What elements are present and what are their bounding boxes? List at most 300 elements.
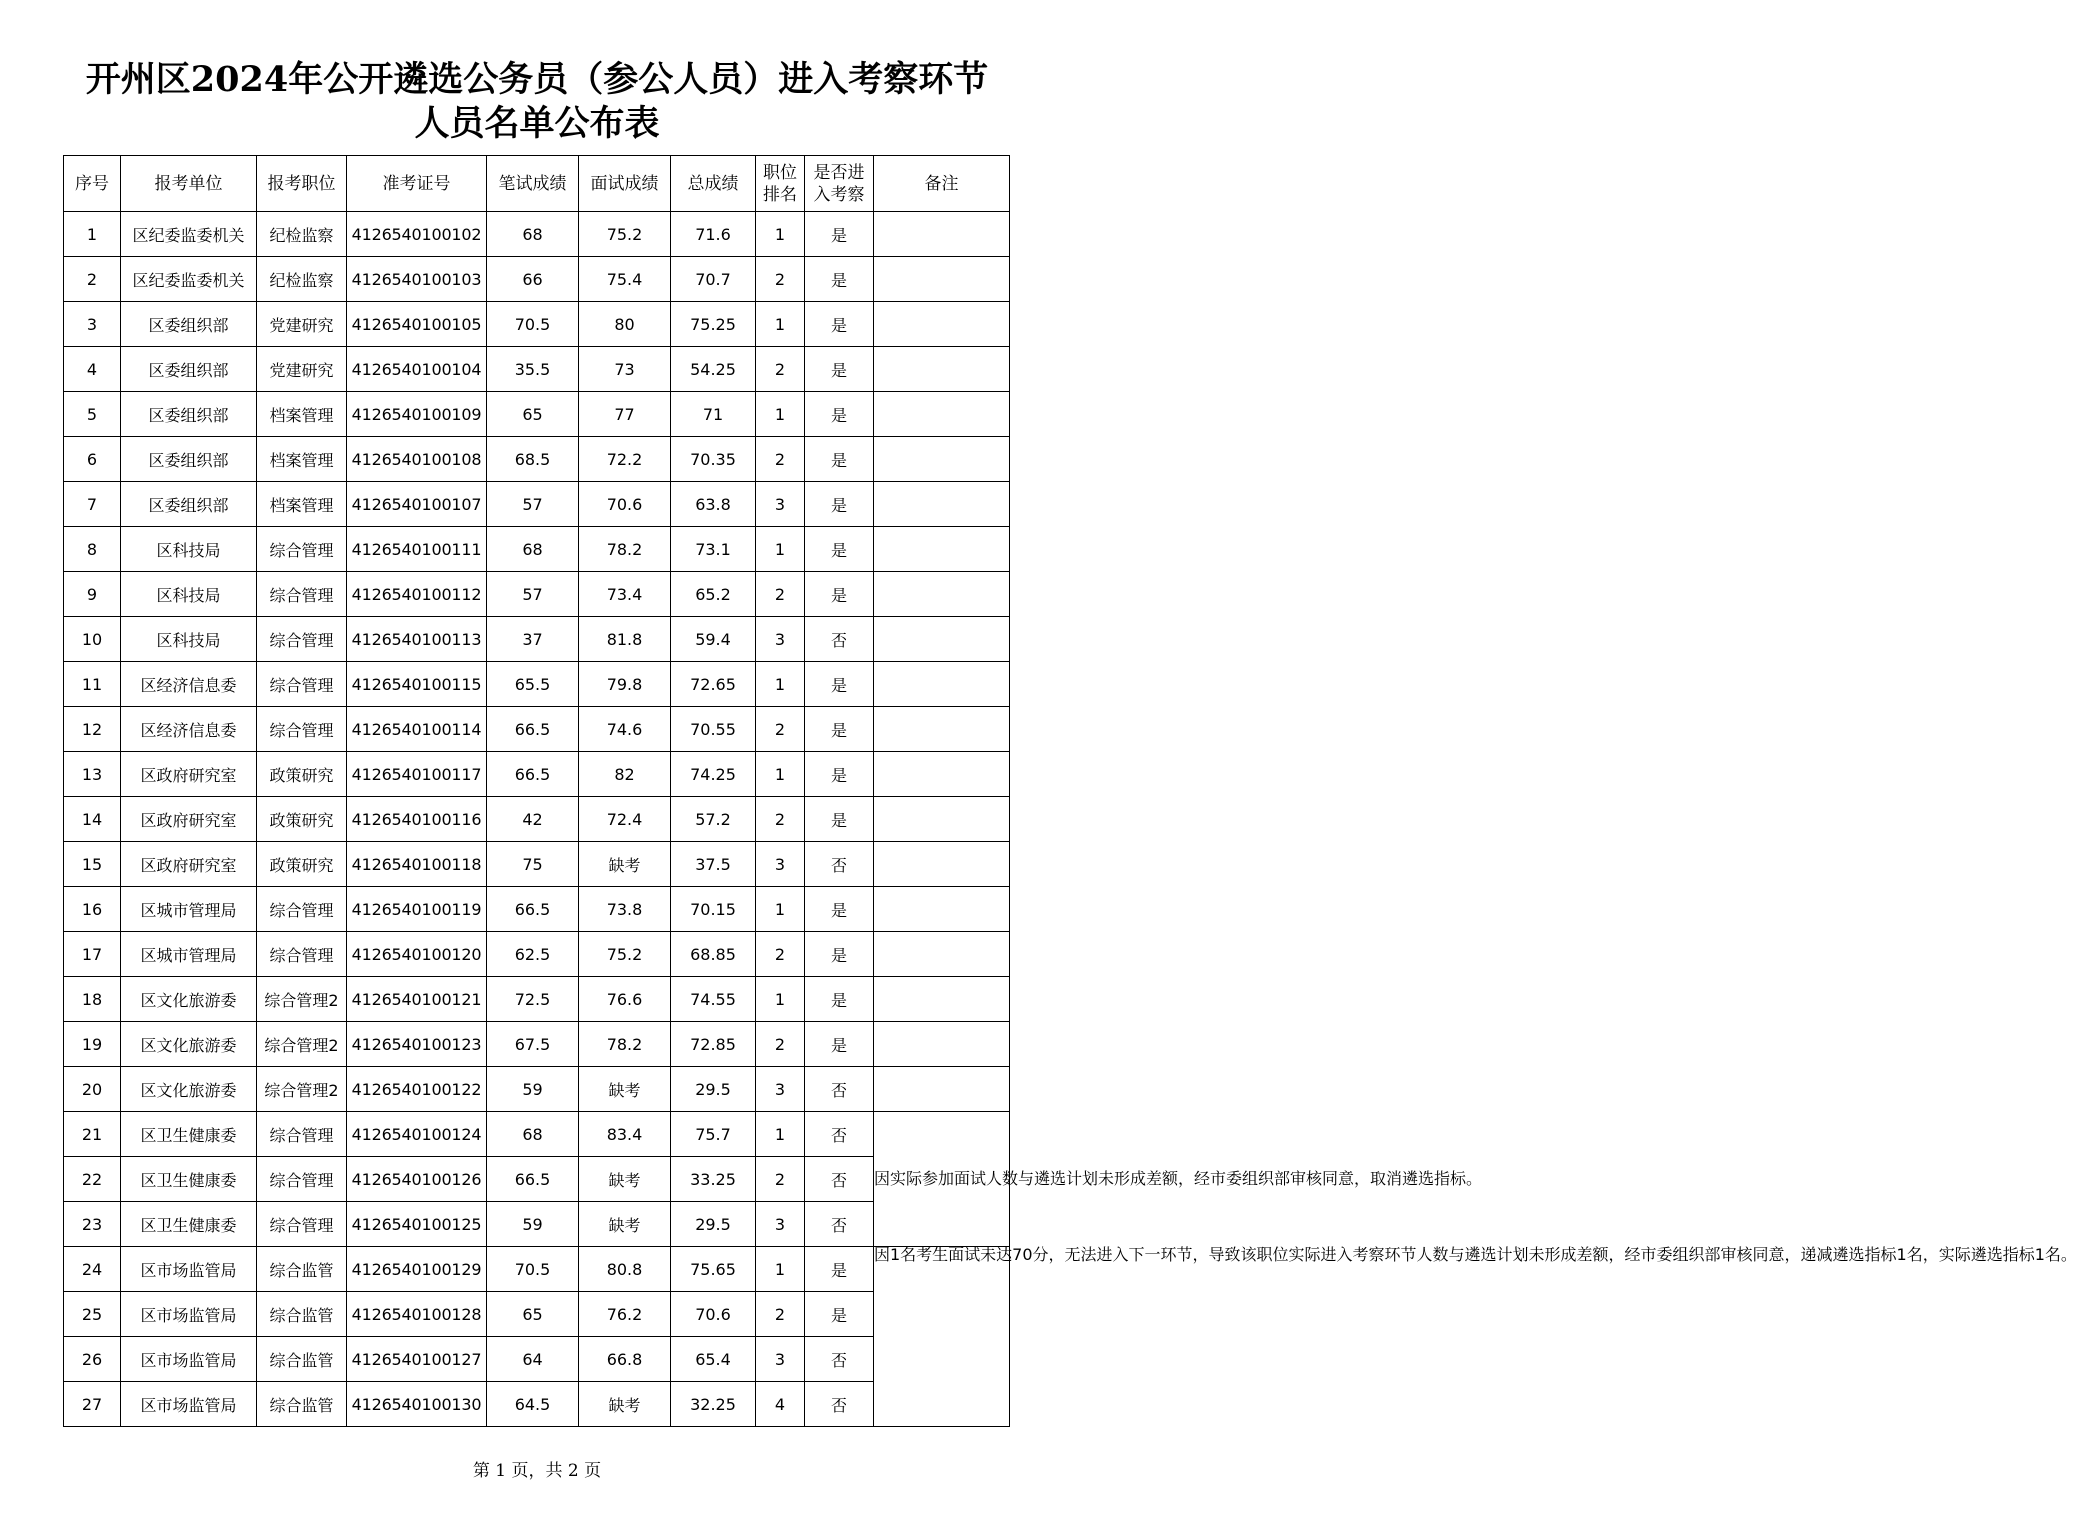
cell-advance: 是	[805, 347, 874, 392]
cell-position: 综合管理	[257, 1202, 347, 1247]
table-row	[64, 1337, 1010, 1382]
cell-rank: 1	[756, 1247, 805, 1292]
cell-advance: 是	[805, 1247, 874, 1292]
header-total: 总成绩	[671, 156, 756, 212]
cell-ticket: 4126540100128	[347, 1292, 487, 1337]
header-row	[64, 156, 1010, 212]
cell-seq: 5	[64, 392, 121, 437]
table-row	[64, 257, 1010, 302]
cell-remark-empty	[874, 932, 1010, 977]
cell-remark-empty	[874, 572, 1010, 617]
cell-remark-empty	[874, 527, 1010, 572]
cell-interview: 80.8	[579, 1247, 671, 1292]
cell-seq: 9	[64, 572, 121, 617]
cell-interview: 78.2	[579, 527, 671, 572]
cell-seq: 22	[64, 1157, 121, 1202]
table-row	[64, 932, 1010, 977]
cell-written: 68	[487, 527, 579, 572]
cell-unit: 区科技局	[121, 617, 257, 662]
cell-seq: 23	[64, 1202, 121, 1247]
cell-unit: 区纪委监委机关	[121, 212, 257, 257]
table-row	[64, 617, 1010, 662]
cell-unit: 区经济信息委	[121, 662, 257, 707]
cell-ticket: 4126540100107	[347, 482, 487, 527]
table-row	[64, 527, 1010, 572]
cell-interview: 76.2	[579, 1292, 671, 1337]
cell-rank: 2	[756, 1022, 805, 1067]
cell-total: 75.65	[671, 1247, 756, 1292]
cell-advance: 是	[805, 302, 874, 347]
cell-rank: 2	[756, 707, 805, 752]
cell-advance: 是	[805, 527, 874, 572]
cell-seq: 20	[64, 1067, 121, 1112]
cell-seq: 19	[64, 1022, 121, 1067]
cell-position: 政策研究	[257, 797, 347, 842]
cell-ticket: 4126540100123	[347, 1022, 487, 1067]
header-ticket: 准考证号	[347, 156, 487, 212]
cell-total: 72.65	[671, 662, 756, 707]
cell-remark-empty	[874, 302, 1010, 347]
cell-seq: 17	[64, 932, 121, 977]
table-row	[64, 212, 1010, 257]
cell-interview: 77	[579, 392, 671, 437]
cell-remark-empty	[874, 662, 1010, 707]
cell-total: 71	[671, 392, 756, 437]
cell-remark-empty	[874, 797, 1010, 842]
cell-interview: 缺考	[579, 1157, 671, 1202]
cell-ticket: 4126540100117	[347, 752, 487, 797]
cell-rank: 3	[756, 1202, 805, 1247]
cell-total: 29.5	[671, 1202, 756, 1247]
table-row	[64, 1157, 1010, 1202]
cell-advance: 否	[805, 1382, 874, 1427]
cell-position: 综合管理2	[257, 977, 347, 1022]
cell-written: 66.5	[487, 1157, 579, 1202]
cell-interview: 缺考	[579, 842, 671, 887]
cell-interview: 74.6	[579, 707, 671, 752]
cell-unit: 区卫生健康委	[121, 1157, 257, 1202]
cell-written: 65.5	[487, 662, 579, 707]
cell-unit: 区城市管理局	[121, 932, 257, 977]
cell-rank: 1	[756, 302, 805, 347]
cell-position: 综合管理	[257, 617, 347, 662]
cell-total: 68.85	[671, 932, 756, 977]
cell-written: 70.5	[487, 302, 579, 347]
cell-unit: 区政府研究室	[121, 842, 257, 887]
cell-position: 综合管理	[257, 572, 347, 617]
table-row	[64, 752, 1010, 797]
cell-interview: 缺考	[579, 1067, 671, 1112]
cell-written: 66.5	[487, 707, 579, 752]
cell-position: 综合管理	[257, 707, 347, 752]
cell-remark-empty	[874, 617, 1010, 662]
cell-interview: 缺考	[579, 1202, 671, 1247]
cell-interview: 83.4	[579, 1112, 671, 1157]
cell-unit: 区市场监管局	[121, 1382, 257, 1427]
cell-position: 综合管理	[257, 527, 347, 572]
cell-written: 67.5	[487, 1022, 579, 1067]
cell-rank: 2	[756, 437, 805, 482]
cell-position: 档案管理	[257, 482, 347, 527]
table-row	[64, 1292, 1010, 1337]
cell-seq: 8	[64, 527, 121, 572]
table-row	[64, 482, 1010, 527]
cell-written: 65	[487, 1292, 579, 1337]
results-table	[63, 155, 2077, 1427]
cell-total: 37.5	[671, 842, 756, 887]
cell-remark-empty	[874, 347, 1010, 392]
cell-advance: 否	[805, 842, 874, 887]
cell-ticket: 4126540100127	[347, 1337, 487, 1382]
cell-unit: 区市场监管局	[121, 1292, 257, 1337]
cell-position: 综合管理	[257, 887, 347, 932]
cell-seq: 4	[64, 347, 121, 392]
cell-total: 72.85	[671, 1022, 756, 1067]
cell-written: 68	[487, 1112, 579, 1157]
cell-interview: 73	[579, 347, 671, 392]
cell-rank: 1	[756, 662, 805, 707]
cell-seq: 13	[64, 752, 121, 797]
cell-position: 综合管理	[257, 932, 347, 977]
cell-total: 65.2	[671, 572, 756, 617]
cell-interview: 76.6	[579, 977, 671, 1022]
cell-advance: 是	[805, 482, 874, 527]
cell-unit: 区政府研究室	[121, 797, 257, 842]
cell-seq: 14	[64, 797, 121, 842]
cell-rank: 3	[756, 617, 805, 662]
cell-advance: 否	[805, 1202, 874, 1247]
cell-unit: 区纪委监委机关	[121, 257, 257, 302]
cell-position: 综合管理	[257, 1112, 347, 1157]
header-rank	[756, 156, 805, 212]
cell-ticket: 4126540100109	[347, 392, 487, 437]
cell-seq: 18	[64, 977, 121, 1022]
cell-rank: 2	[756, 257, 805, 302]
cell-rank: 1	[756, 392, 805, 437]
cell-ticket: 4126540100129	[347, 1247, 487, 1292]
cell-written: 35.5	[487, 347, 579, 392]
cell-advance: 否	[805, 1157, 874, 1202]
cell-unit: 区卫生健康委	[121, 1202, 257, 1247]
cell-ticket: 4126540100113	[347, 617, 487, 662]
cell-rank: 1	[756, 752, 805, 797]
cell-rank: 1	[756, 212, 805, 257]
cell-remark-empty	[874, 437, 1010, 482]
header-seq: 序号	[64, 156, 121, 212]
cell-seq: 24	[64, 1247, 121, 1292]
cell-interview: 75.2	[579, 932, 671, 977]
page-footer: 第 1 页，共 2 页	[472, 1461, 602, 1481]
table-row	[64, 842, 1010, 887]
cell-ticket: 4126540100130	[347, 1382, 487, 1427]
cell-ticket: 4126540100112	[347, 572, 487, 617]
table-row	[64, 707, 1010, 752]
cell-total: 54.25	[671, 347, 756, 392]
cell-ticket: 4126540100116	[347, 797, 487, 842]
cell-total: 70.35	[671, 437, 756, 482]
header-position: 报考职位	[257, 156, 347, 212]
cell-position: 政策研究	[257, 842, 347, 887]
cell-interview: 78.2	[579, 1022, 671, 1067]
cell-remark-empty	[874, 752, 1010, 797]
cell-ticket: 4126540100122	[347, 1067, 487, 1112]
cell-advance: 是	[805, 707, 874, 752]
cell-seq: 7	[64, 482, 121, 527]
cell-total: 33.25	[671, 1157, 756, 1202]
cell-remark-empty	[874, 1067, 1010, 1112]
cell-ticket: 4126540100120	[347, 932, 487, 977]
cell-seq: 15	[64, 842, 121, 887]
cell-seq: 1	[64, 212, 121, 257]
cell-rank: 3	[756, 842, 805, 887]
cell-ticket: 4126540100104	[347, 347, 487, 392]
cell-advance: 是	[805, 572, 874, 617]
cell-position: 政策研究	[257, 752, 347, 797]
header-advance-line2: 入考察	[813, 184, 865, 205]
cell-seq: 21	[64, 1112, 121, 1157]
cell-total: 59.4	[671, 617, 756, 662]
cell-written: 37	[487, 617, 579, 662]
page-title-line1: 开州区2024年公开遴选公务员（参公人员）进入考察环节	[85, 59, 989, 100]
cell-position: 综合监管	[257, 1247, 347, 1292]
table-row	[64, 797, 1010, 842]
cell-position: 党建研究	[257, 302, 347, 347]
table-row	[64, 572, 1010, 617]
cell-position: 综合监管	[257, 1382, 347, 1427]
cell-unit: 区委组织部	[121, 392, 257, 437]
cell-advance: 否	[805, 617, 874, 662]
cell-rank: 1	[756, 1112, 805, 1157]
cell-rank: 4	[756, 1382, 805, 1427]
cell-rank: 1	[756, 887, 805, 932]
cell-ticket: 4126540100108	[347, 437, 487, 482]
cell-interview: 66.8	[579, 1337, 671, 1382]
cell-remark-empty	[874, 842, 1010, 887]
cell-advance: 是	[805, 1292, 874, 1337]
cell-total: 74.25	[671, 752, 756, 797]
cell-ticket: 4126540100114	[347, 707, 487, 752]
cell-seq: 2	[64, 257, 121, 302]
cell-total: 57.2	[671, 797, 756, 842]
cell-total: 75.7	[671, 1112, 756, 1157]
cell-interview: 81.8	[579, 617, 671, 662]
cell-ticket: 4126540100115	[347, 662, 487, 707]
remark-market: 因1名考生面试未达70分，无法进入下一环节，导致该职位实际进入考察环节人数与遴选计划未形成差额，经市委组织部审核同意，递减遴选指标1名，实际遴选指标1名。	[874, 1247, 1010, 1427]
cell-ticket: 4126540100124	[347, 1112, 487, 1157]
table-row	[64, 1382, 1010, 1427]
cell-position: 综合管理	[257, 1157, 347, 1202]
cell-ticket: 4126540100105	[347, 302, 487, 347]
cell-written: 66.5	[487, 887, 579, 932]
cell-unit: 区文化旅游委	[121, 1067, 257, 1112]
table-row	[64, 1247, 1010, 1292]
cell-seq: 3	[64, 302, 121, 347]
cell-remark-empty	[874, 707, 1010, 752]
cell-written: 66	[487, 257, 579, 302]
cell-position: 档案管理	[257, 437, 347, 482]
cell-remark-empty	[874, 482, 1010, 527]
cell-advance: 是	[805, 392, 874, 437]
cell-interview: 72.4	[579, 797, 671, 842]
cell-written: 57	[487, 572, 579, 617]
remark-health: 因实际参加面试人数与遴选计划未形成差额，经市委组织部审核同意，取消遴选指标。	[874, 1112, 1010, 1247]
cell-remark-empty	[874, 257, 1010, 302]
cell-unit: 区科技局	[121, 572, 257, 617]
cell-advance: 是	[805, 797, 874, 842]
table-row	[64, 662, 1010, 707]
cell-interview: 82	[579, 752, 671, 797]
cell-unit: 区委组织部	[121, 482, 257, 527]
cell-written: 72.5	[487, 977, 579, 1022]
table-row	[64, 887, 1010, 932]
cell-written: 59	[487, 1067, 579, 1112]
cell-written: 68.5	[487, 437, 579, 482]
cell-unit: 区科技局	[121, 527, 257, 572]
cell-position: 党建研究	[257, 347, 347, 392]
cell-written: 65	[487, 392, 579, 437]
cell-rank: 1	[756, 527, 805, 572]
cell-rank: 2	[756, 347, 805, 392]
cell-total: 32.25	[671, 1382, 756, 1427]
cell-position: 综合管理2	[257, 1067, 347, 1112]
cell-seq: 11	[64, 662, 121, 707]
cell-position: 综合管理2	[257, 1022, 347, 1067]
cell-interview: 79.8	[579, 662, 671, 707]
cell-total: 73.1	[671, 527, 756, 572]
cell-total: 70.15	[671, 887, 756, 932]
cell-total: 71.6	[671, 212, 756, 257]
cell-rank: 3	[756, 482, 805, 527]
cell-remark-empty	[874, 392, 1010, 437]
cell-total: 29.5	[671, 1067, 756, 1112]
cell-position: 综合监管	[257, 1292, 347, 1337]
cell-rank: 3	[756, 1337, 805, 1382]
cell-interview: 75.4	[579, 257, 671, 302]
table-row	[64, 437, 1010, 482]
cell-written: 64	[487, 1337, 579, 1382]
cell-unit: 区委组织部	[121, 437, 257, 482]
cell-position: 档案管理	[257, 392, 347, 437]
cell-ticket: 4126540100103	[347, 257, 487, 302]
cell-position: 纪检监察	[257, 212, 347, 257]
page-title-line2: 人员名单公布表	[414, 103, 660, 144]
cell-ticket: 4126540100111	[347, 527, 487, 572]
cell-advance: 是	[805, 437, 874, 482]
cell-remark-empty	[874, 887, 1010, 932]
cell-advance: 否	[805, 1337, 874, 1382]
cell-seq: 27	[64, 1382, 121, 1427]
cell-seq: 16	[64, 887, 121, 932]
cell-total: 70.6	[671, 1292, 756, 1337]
cell-written: 42	[487, 797, 579, 842]
cell-remark-empty	[874, 1022, 1010, 1067]
header-advance	[805, 156, 874, 212]
cell-unit: 区委组织部	[121, 302, 257, 347]
cell-rank: 2	[756, 797, 805, 842]
table-row	[64, 977, 1010, 1022]
cell-rank: 2	[756, 932, 805, 977]
cell-interview: 75.2	[579, 212, 671, 257]
cell-unit: 区卫生健康委	[121, 1112, 257, 1157]
header-written: 笔试成绩	[487, 156, 579, 212]
header-interview: 面试成绩	[579, 156, 671, 212]
cell-written: 68	[487, 212, 579, 257]
table-row	[64, 392, 1010, 437]
cell-interview: 80	[579, 302, 671, 347]
cell-written: 62.5	[487, 932, 579, 977]
cell-advance: 是	[805, 887, 874, 932]
cell-advance: 否	[805, 1067, 874, 1112]
cell-advance: 是	[805, 1022, 874, 1067]
table-row	[64, 1112, 1010, 1157]
cell-total: 63.8	[671, 482, 756, 527]
table-row	[64, 302, 1010, 347]
cell-interview: 缺考	[579, 1382, 671, 1427]
table-row	[64, 1067, 1010, 1112]
table-row	[64, 347, 1010, 392]
cell-rank: 1	[756, 977, 805, 1022]
cell-advance: 是	[805, 932, 874, 977]
cell-interview: 72.2	[579, 437, 671, 482]
header-rank-line1: 职位	[763, 162, 797, 183]
table-row	[64, 1202, 1010, 1247]
cell-total: 70.7	[671, 257, 756, 302]
cell-advance: 是	[805, 257, 874, 302]
cell-unit: 区文化旅游委	[121, 1022, 257, 1067]
cell-written: 70.5	[487, 1247, 579, 1292]
header-unit: 报考单位	[121, 156, 257, 212]
cell-ticket: 4126540100121	[347, 977, 487, 1022]
cell-unit: 区政府研究室	[121, 752, 257, 797]
cell-ticket: 4126540100118	[347, 842, 487, 887]
cell-seq: 25	[64, 1292, 121, 1337]
cell-written: 66.5	[487, 752, 579, 797]
cell-seq: 10	[64, 617, 121, 662]
cell-unit: 区市场监管局	[121, 1337, 257, 1382]
cell-rank: 2	[756, 572, 805, 617]
cell-total: 74.55	[671, 977, 756, 1022]
cell-position: 综合监管	[257, 1337, 347, 1382]
cell-interview: 73.4	[579, 572, 671, 617]
header-advance-line1: 是否进	[813, 162, 865, 183]
cell-ticket: 4126540100102	[347, 212, 487, 257]
cell-seq: 26	[64, 1337, 121, 1382]
cell-unit: 区委组织部	[121, 347, 257, 392]
cell-rank: 2	[756, 1157, 805, 1202]
cell-total: 70.55	[671, 707, 756, 752]
cell-total: 75.25	[671, 302, 756, 347]
header-remark: 备注	[874, 156, 1010, 212]
cell-advance: 是	[805, 752, 874, 797]
cell-written: 57	[487, 482, 579, 527]
cell-remark-empty	[874, 212, 1010, 257]
cell-position: 纪检监察	[257, 257, 347, 302]
table-body	[64, 212, 2077, 1427]
cell-unit: 区文化旅游委	[121, 977, 257, 1022]
cell-unit: 区经济信息委	[121, 707, 257, 752]
cell-written: 59	[487, 1202, 579, 1247]
cell-ticket: 4126540100125	[347, 1202, 487, 1247]
cell-interview: 73.8	[579, 887, 671, 932]
cell-position: 综合管理	[257, 662, 347, 707]
cell-seq: 6	[64, 437, 121, 482]
cell-written: 75	[487, 842, 579, 887]
cell-ticket: 4126540100119	[347, 887, 487, 932]
cell-rank: 3	[756, 1067, 805, 1112]
cell-advance: 是	[805, 212, 874, 257]
cell-interview: 70.6	[579, 482, 671, 527]
cell-advance: 是	[805, 977, 874, 1022]
